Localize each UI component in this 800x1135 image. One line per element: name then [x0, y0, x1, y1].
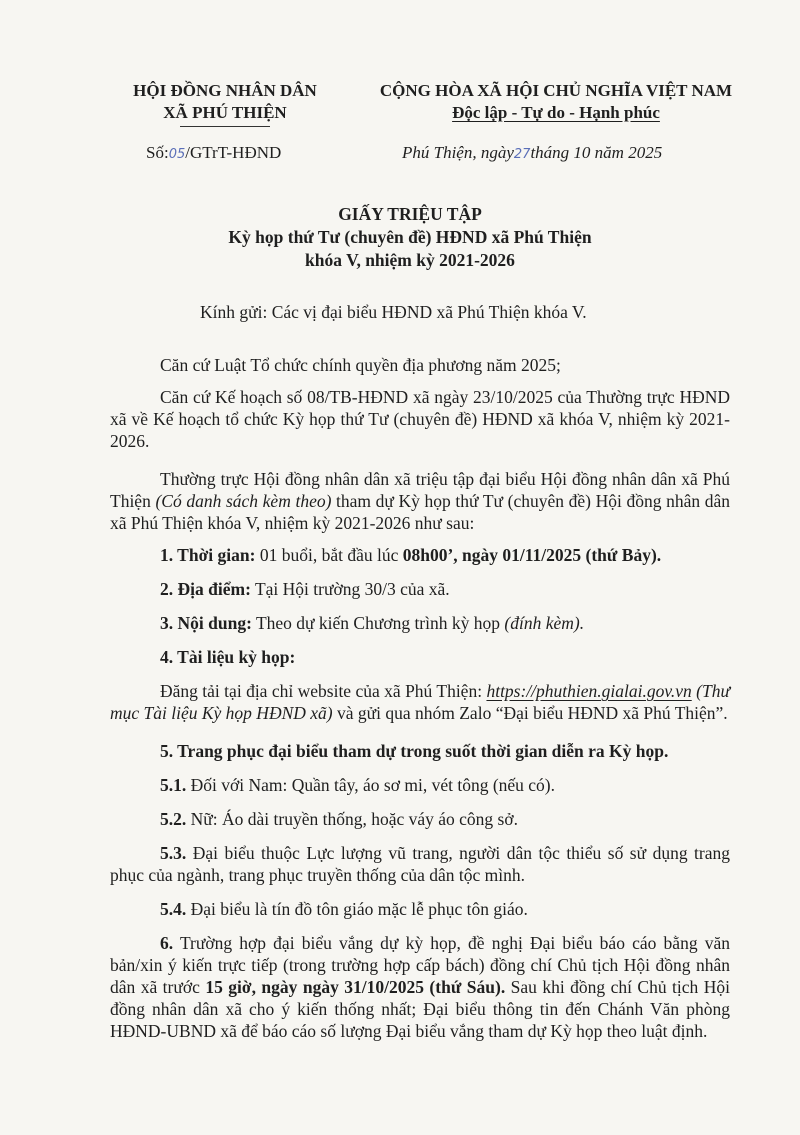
date-suffix: tháng 10 năm 2025 — [530, 143, 663, 162]
issuer-block — [110, 80, 340, 127]
attire-armed-forces: 5.3. Đại biểu thuộc Lực lượng vũ trang, người dân tộc thiểu số sử dụng trang phục của ngành, trang phục truyền thống của dân tộc mình. — [110, 843, 730, 885]
title-line-1: GIẤY TRIỆU TẬP — [338, 204, 482, 224]
item-time: 1. Thời gian: 01 buổi, bắt đầu lúc 08h00’, ngày 01/11/2025 (thứ Bảy). — [160, 545, 662, 565]
date-prefix: Phú Thiện, ngày — [402, 143, 514, 162]
recipient: Kính gửi: Các vị đại biểu HĐND xã Phú Thiện khóa V. — [200, 302, 587, 322]
document-date — [402, 143, 662, 163]
document-number — [146, 143, 281, 163]
number-suffix: /GTrT-HĐND — [185, 143, 282, 162]
website-link[interactable]: https://phuthien.gialai.gov.vn — [486, 681, 692, 701]
national-block — [356, 80, 756, 124]
national-title: CỘNG HÒA XÃ HỘI CHỦ NGHĨA VIỆT NAM — [379, 81, 733, 100]
document-body — [110, 354, 730, 1042]
national-motto: Độc lập - Tự do - Hạnh phúc — [452, 103, 660, 122]
intro-paragraph: Thường trực Hội đồng nhân dân xã triệu tập đại biểu Hội đồng nhân dân xã Phú Thiện (Có danh sách kèm theo) tham dự Kỳ họp thứ Tư (chuyên đề) Hội đồng nhân dân xã Phú Thiện khóa V, nhiệm kỳ 2021-2026 như sau: — [110, 469, 730, 533]
item-docs-text: Đăng tải tại địa chỉ website của xã Phú Thiện: https://phuthien.gialai.gov.vn (Thư mục Tài liệu Kỳ họp HĐND xã) và gửi qua nhóm Zalo “Đại biểu HĐND xã Phú Thiện”. — [110, 681, 730, 723]
item-attire-heading: 5. Trang phục đại biểu tham dự trong suốt thời gian diễn ra Kỳ họp. — [160, 741, 669, 761]
issuer-underline — [180, 126, 270, 127]
title-line-3: khóa V, nhiệm kỳ 2021-2026 — [305, 250, 515, 270]
title-line-2: Kỳ họp thứ Tư (chuyên đề) HĐND xã Phú Thiện — [228, 227, 592, 247]
basis-plan: Căn cứ Kế hoạch số 08/TB-HĐND xã ngày 23/10/2025 của Thường trực HĐND xã về Kế hoạch tổ chức Kỳ họp thứ Tư (chuyên đề) HĐND xã khóa V, nhiệm kỳ 2021-2026. — [110, 387, 730, 451]
attire-women: 5.2. Nữ: Áo dài truyền thống, hoặc váy áo công sở. — [160, 809, 518, 829]
handwritten-number: 05 — [168, 147, 186, 162]
issuer-line-2: XÃ PHÚ THIỆN — [163, 103, 287, 122]
attire-men: 5.1. Đối với Nam: Quần tây, áo sơ mi, vét tông (nếu có). — [160, 775, 556, 795]
attire-religious: 5.4. Đại biểu là tín đồ tôn giáo mặc lễ phục tôn giáo. — [160, 899, 528, 919]
item-absence: 6. Trường hợp đại biểu vắng dự kỳ họp, đề nghị Đại biểu báo cáo bằng văn bản/xin ý kiến trực tiếp (trong trường hợp cấp bách) đồng chí Chủ tịch Hội đồng nhân dân xã trước 15 giờ, ngày ngày 31/10/2025 (thứ Sáu). Sau khi đồng chí Chủ tịch Hội đồng nhân dân xã cho ý kiến thống nhất; Đại biểu thông tin đến Chánh Văn phòng HĐND-UBND xã để báo cáo số lượng Đại biểu vắng tham dự Kỳ họp theo luật định. — [110, 933, 730, 1041]
item-content: 3. Nội dung: Theo dự kiến Chương trình kỳ họp (đính kèm). — [160, 613, 585, 633]
item-docs-heading: 4. Tài liệu kỳ họp: — [160, 647, 296, 667]
basis-law: Căn cứ Luật Tổ chức chính quyền địa phương năm 2025; — [160, 355, 561, 375]
issuer-line-1: HỘI ĐỒNG NHÂN DÂN — [133, 81, 317, 100]
document-title — [80, 203, 740, 272]
number-prefix: Số: — [146, 143, 169, 162]
item-place: 2. Địa điểm: Tại Hội trường 30/3 của xã. — [160, 579, 450, 599]
handwritten-day: 27 — [513, 147, 531, 162]
